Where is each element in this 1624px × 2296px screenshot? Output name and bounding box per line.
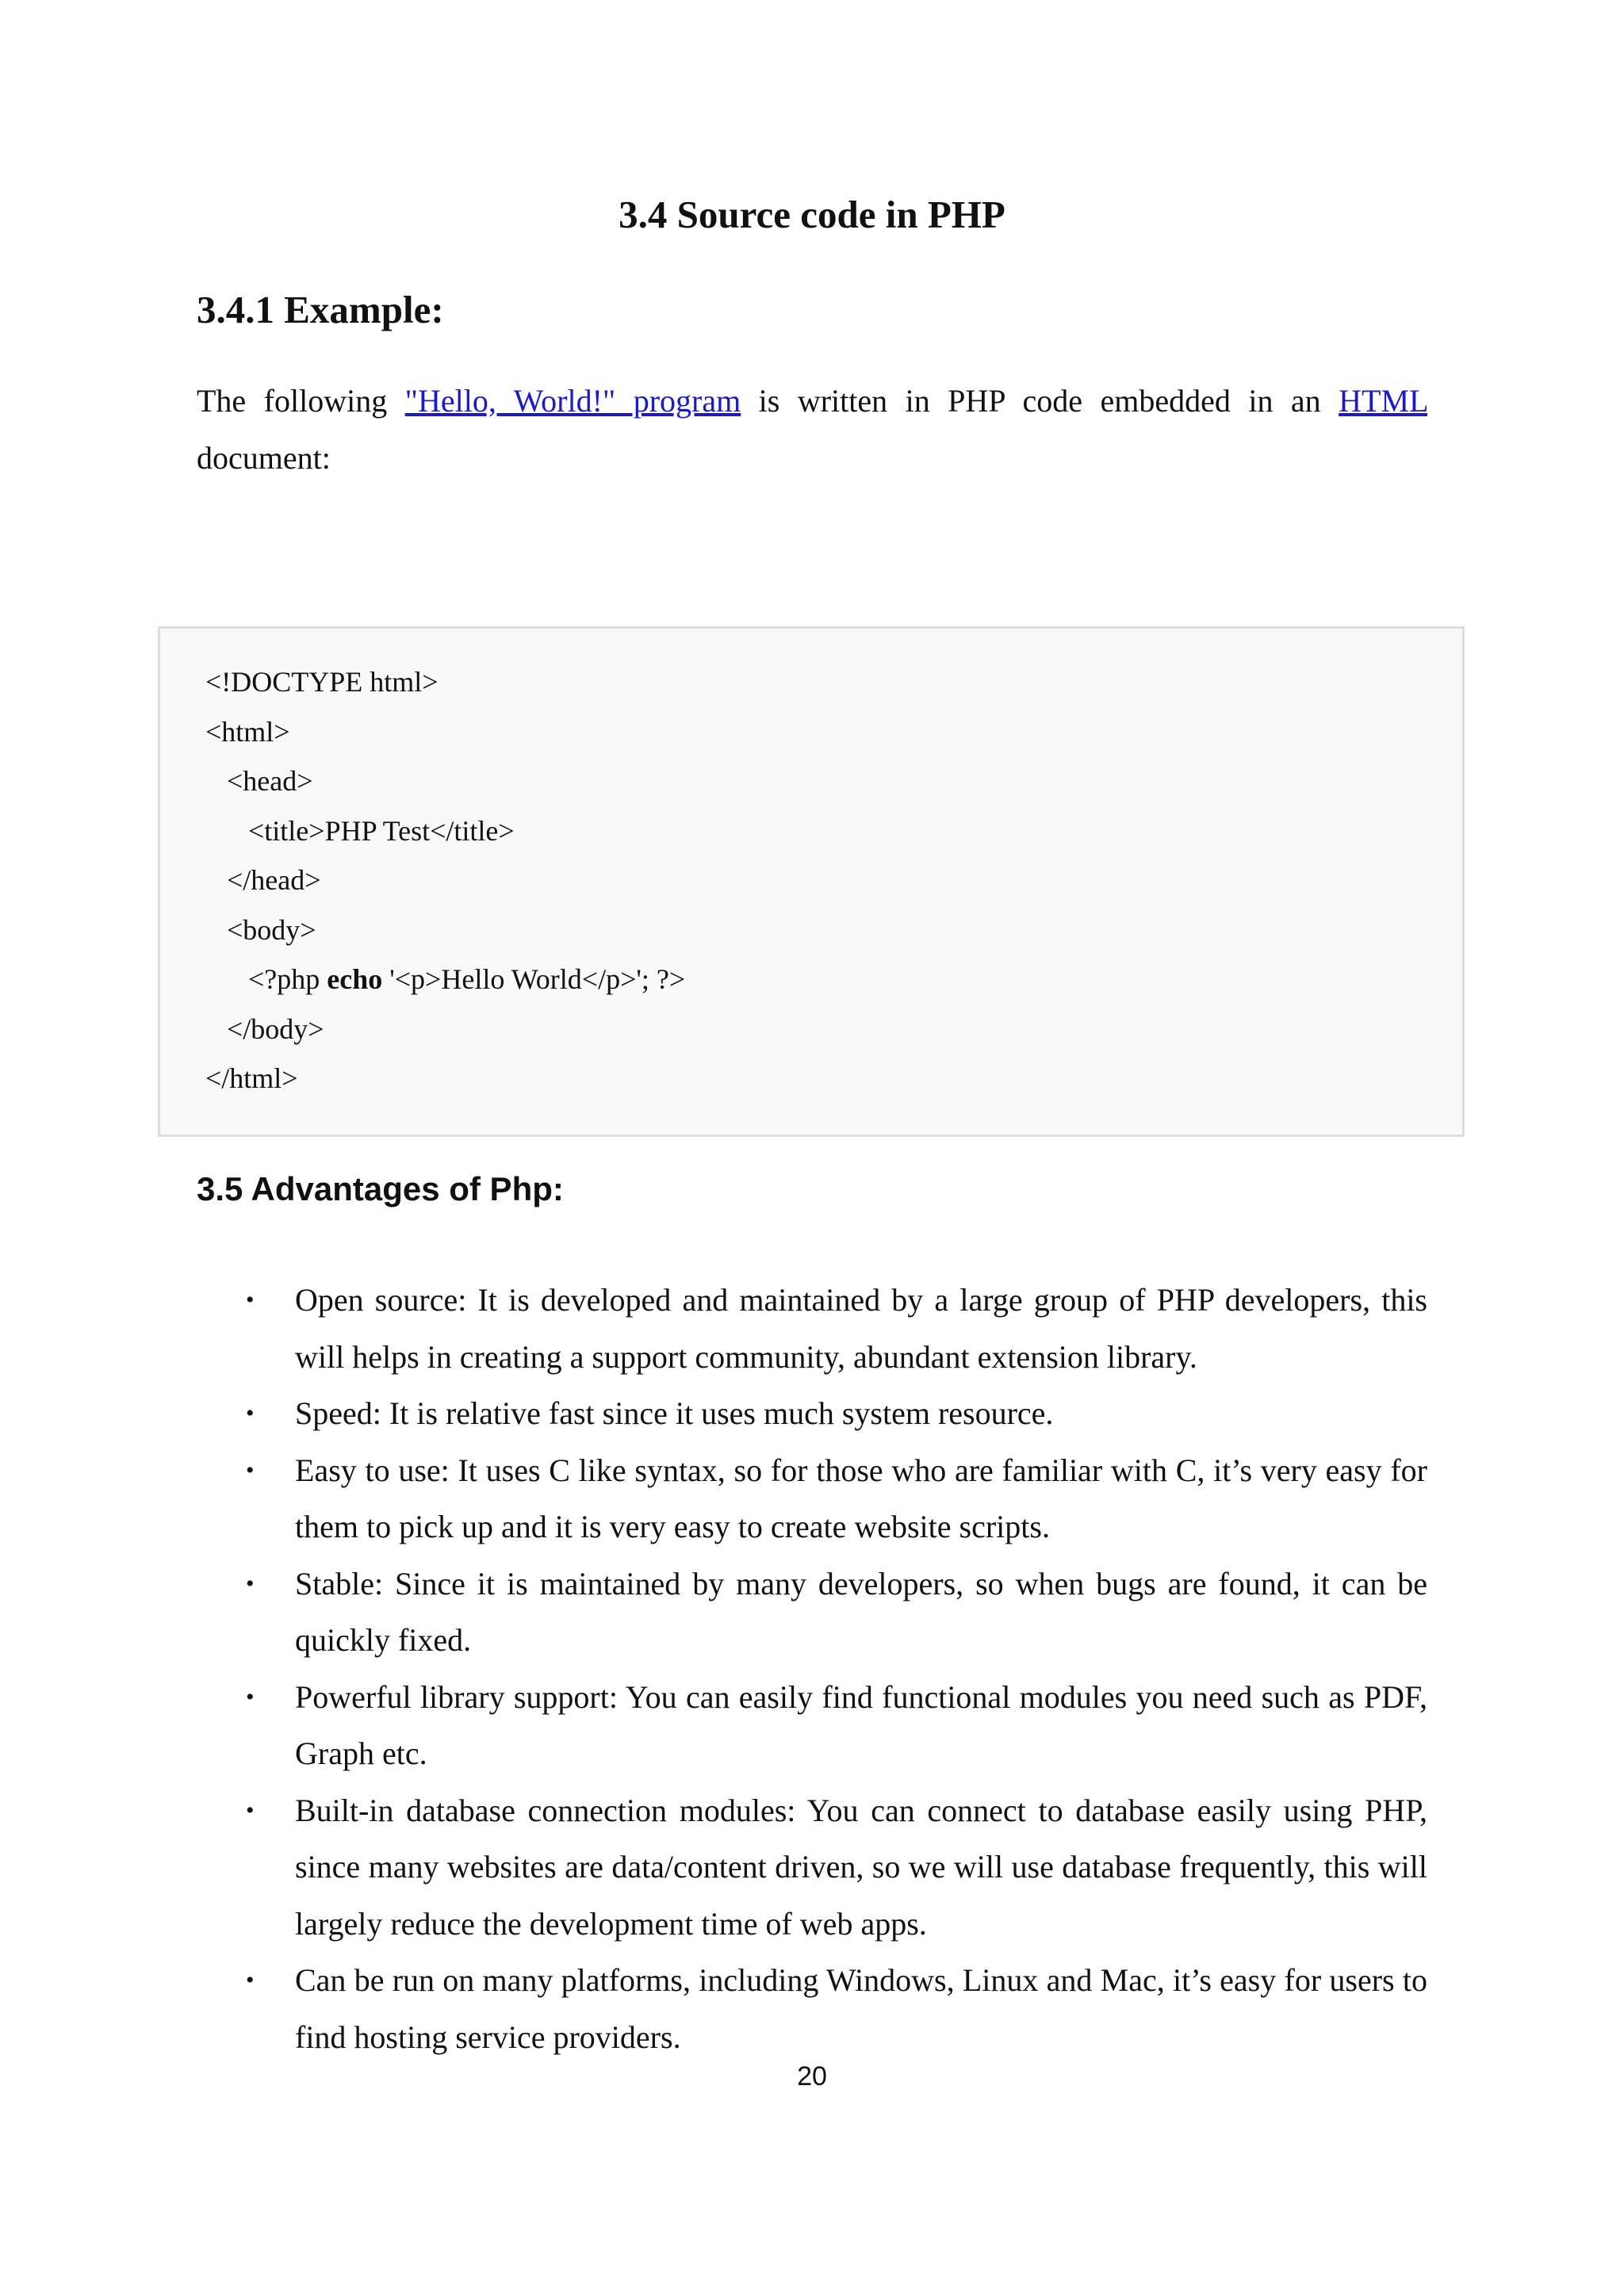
list-item-text: Open source: It is developed and maintained by a large group of PHP developers, this will helps in creating a support community, abundant extension library. <box>295 1282 1427 1375</box>
list-item <box>246 1669 1427 1782</box>
advantages-list <box>246 1272 1427 2065</box>
subsection-title: 3.4.1 Example: <box>197 288 444 331</box>
html-link[interactable]: HTML <box>1339 383 1427 419</box>
code-line-php <box>205 955 1462 1004</box>
list-item <box>246 1442 1427 1556</box>
list-item <box>246 1556 1427 1669</box>
list-item <box>246 1952 1427 2065</box>
bullet-icon: • <box>246 1967 255 1993</box>
code-line: </body> <box>205 1012 324 1045</box>
bullet-icon: • <box>246 1287 255 1313</box>
list-item <box>246 1782 1427 1953</box>
hello-world-program-link[interactable]: "Hello, World!" program <box>404 383 741 419</box>
code-block <box>158 626 1465 1137</box>
code-line: <title>PHP Test</title> <box>205 814 515 847</box>
intro-text-end: document: <box>197 440 331 476</box>
bullet-icon: • <box>246 1456 255 1483</box>
code-line: </html> <box>205 1062 298 1094</box>
list-item <box>246 1385 1427 1442</box>
bullet-icon: • <box>246 1400 255 1426</box>
list-item-text: Speed: It is relative fast since it uses much system resource. <box>295 1395 1054 1431</box>
list-item-text: Powerful library support: You can easily find functional modules you need such as PDF, Graph etc. <box>295 1678 1427 1771</box>
advantages-title: 3.5 Advantages of Php: <box>197 1170 564 1207</box>
php-open-tag: <?php <box>205 963 327 995</box>
list-item-text: Can be run on many platforms, including Windows, Linux and Mac, it’s easy for users to find hosting service providers. <box>295 1962 1427 2055</box>
list-item <box>246 1272 1427 1385</box>
echo-statement: '<p>Hello World</p>'; ?> <box>382 963 686 995</box>
code-line: <head> <box>205 765 313 797</box>
echo-keyword: echo <box>327 963 383 995</box>
code-line: <html> <box>205 715 290 748</box>
intro-text-start: The following <box>197 383 405 419</box>
code-line: </head> <box>205 864 321 896</box>
intro-text-middle: is written in PHP code embedded in an <box>741 383 1339 419</box>
section-title: 3.4 Source code in PHP <box>619 193 1005 236</box>
list-item-text: Easy to use: It uses C like syntax, so for those who are familiar with C, it’s very easy for them to pick up and it is very easy to create website scripts. <box>295 1452 1427 1544</box>
code-line: <!DOCTYPE html> <box>205 666 439 698</box>
page-number: 20 <box>797 2061 827 2091</box>
bullet-icon: • <box>246 1683 255 1710</box>
code-line: <body> <box>205 913 316 946</box>
bullet-icon: • <box>246 1797 255 1823</box>
bullet-icon: • <box>246 1570 255 1597</box>
list-item-text: Built-in database connection modules: You can connect to database easily using PHP, since many websites are data/content driven, so we will use database frequently, this will largely reduce the development time of web apps. <box>295 1792 1427 1942</box>
list-item-text: Stable: Since it is maintained by many developers, so when bugs are found, it can be quickly fixed. <box>295 1565 1427 1658</box>
intro-paragraph <box>197 373 1427 487</box>
